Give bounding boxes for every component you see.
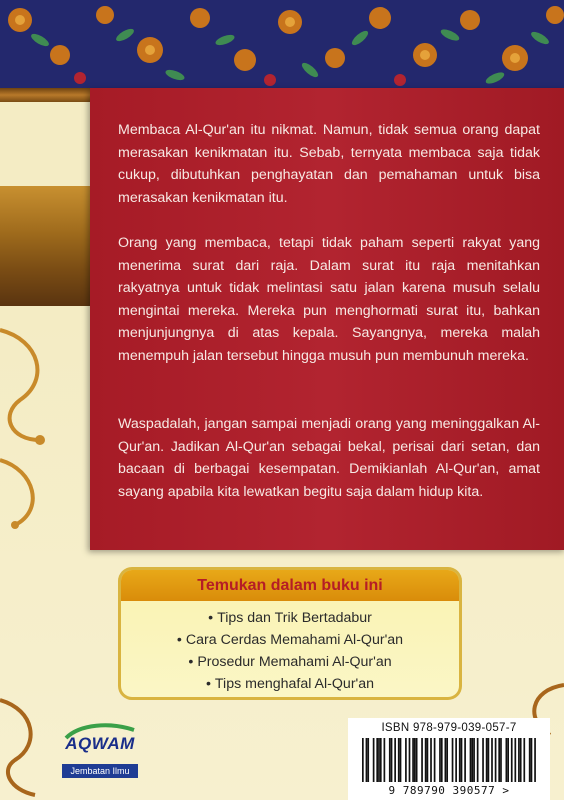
barcode-bar (446, 738, 448, 782)
feature-item-label: Prosedur Memahami Al-Qur'an (197, 654, 392, 670)
feature-item (121, 607, 459, 629)
barcode-digits: 9 789790 390577 > (388, 784, 510, 797)
barcode-bar (511, 738, 513, 782)
barcode-bar (445, 738, 447, 782)
barcode-bar (529, 738, 531, 782)
barcode-bar (471, 738, 473, 782)
barcode-bar (495, 738, 497, 782)
synopsis-paragraph-1: Membaca Al-Qur'an itu nikmat. Namun, tidak semua orang dapat merasakan kenikmatan itu. Sebab, ternyata membaca saja tidak cukup, dibutuhkan penghayatan dan pemahaman untuk bisa merasakan kenikmatan itu. (118, 122, 540, 206)
bullet-icon: • (188, 654, 194, 670)
publisher-name: AQWAM (65, 734, 135, 753)
barcode-bar (439, 738, 441, 782)
feature-item-label: Tips dan Trik Bertadabur (217, 610, 372, 626)
bullet-icon: • (205, 676, 211, 692)
barcode-bar (441, 738, 443, 782)
barcode-bar (389, 738, 391, 782)
barcode-bar (507, 738, 509, 782)
barcode-bar (477, 738, 479, 782)
barcode-bar (427, 738, 429, 782)
barcode-bar (391, 738, 393, 782)
synopsis-paragraph-2: Orang yang membaca, tetapi tidak paham seperti rakyat yang menerima surat dari raja. Dalam surat itu raja menitahkan rakyatnya untuk tidak melintasi satu jalan karena musuh selalu mengintai mereka. Mereka pun menghormati surat itu, bahkan menjunjungnya di atas kepala. Sayangnya, mereka malah menempuh jalan tersebut hingga musuh pun membunuh mereka. (118, 235, 540, 364)
publisher-tagline: Jembatan Ilmu (62, 764, 138, 778)
barcode-bar (534, 738, 536, 782)
barcode-bar (473, 738, 475, 782)
barcode-bar (421, 738, 423, 782)
barcode-bar (405, 738, 407, 782)
barcode-bar (384, 738, 386, 782)
features-title: Temukan dalam buku ini (121, 570, 459, 601)
feature-item (121, 651, 459, 673)
barcode-bar (416, 738, 418, 782)
barcode-bar (409, 738, 411, 782)
barcode-bar (434, 738, 436, 782)
feature-item-label: Cara Cerdas Memahami Al-Qur'an (185, 632, 404, 648)
synopsis-paragraph-3: Waspadalah, jangan sampai menjadi orang yang meninggalkan Al-Qur'an. Jadikan Al-Qur'an sebagai bekal, perisai dari setan, dan bacaan di berbagai kesempatan. Demikianlah Al-Qur'an, amat sayang apabila kita lewatkan begitu saja dalam hidup kita. (118, 416, 540, 500)
barcode-bar (367, 738, 369, 782)
barcode-bar (362, 738, 364, 782)
barcode-bar (366, 738, 368, 782)
barcode-bar (523, 738, 525, 782)
left-ornament-lower (0, 690, 60, 800)
barcode-bar (514, 738, 516, 782)
barcode-bar (531, 738, 533, 782)
barcode-bar (398, 738, 400, 782)
barcode (362, 738, 536, 782)
barcode-bar (498, 738, 500, 782)
barcode-bar (488, 738, 490, 782)
feature-item (121, 673, 459, 695)
feature-item-label: Tips menghafal Al-Qur'an (214, 676, 375, 692)
barcode-bar (470, 738, 472, 782)
barcode-bar (518, 738, 520, 782)
barcode-bar (376, 738, 378, 782)
barcode-bar (425, 738, 427, 782)
barcode-bar (378, 738, 380, 782)
batik-flowers-decoration (0, 0, 564, 88)
publisher-logo (60, 722, 140, 784)
barcode-bar (373, 738, 375, 782)
barcode-bar (506, 738, 508, 782)
barcode-bar (491, 738, 493, 782)
features-box (118, 567, 462, 700)
feature-item (121, 629, 459, 651)
barcode-bar (380, 738, 382, 782)
barcode-bar (412, 738, 414, 782)
barcode-bar (520, 738, 522, 782)
batik-header-pattern (0, 0, 564, 88)
barcode-bar (414, 738, 416, 782)
barcode-bar (464, 738, 466, 782)
barcode-bar (394, 738, 396, 782)
synopsis-panel (90, 88, 564, 550)
left-ornament-upper (0, 310, 80, 550)
features-list (121, 607, 459, 695)
barcode-bar (455, 738, 457, 782)
barcode-bar (452, 738, 454, 782)
bullet-icon: • (208, 610, 214, 626)
barcode-bar (500, 738, 502, 782)
barcode-bar (482, 738, 484, 782)
barcode-bar (461, 738, 463, 782)
isbn-barcode-box (348, 718, 550, 800)
barcode-bar (430, 738, 432, 782)
barcode-bar (400, 738, 402, 782)
barcode-bar (459, 738, 461, 782)
bullet-icon: • (176, 632, 182, 648)
barcode-bar (486, 738, 488, 782)
isbn-number: ISBN 978-979-039-057-7 (381, 722, 517, 734)
